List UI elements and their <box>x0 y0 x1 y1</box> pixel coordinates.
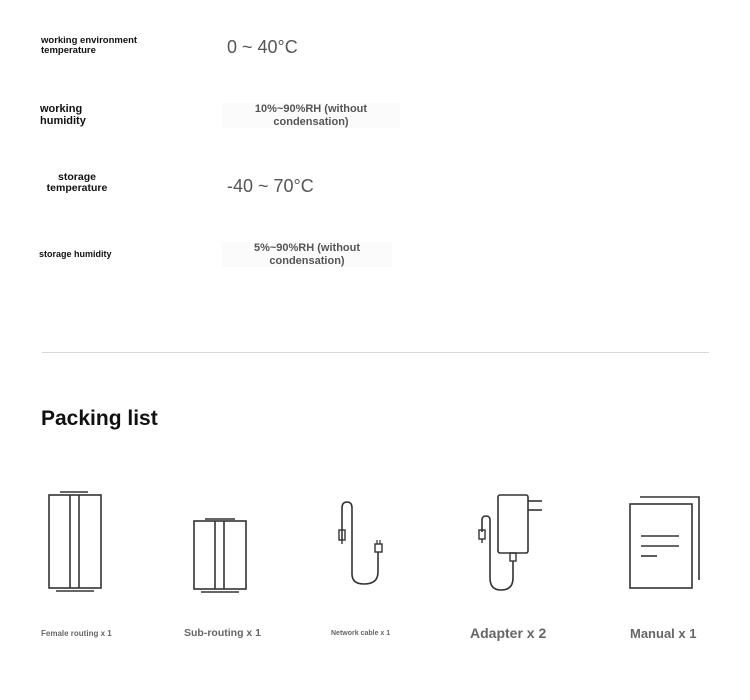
spec-label: working environment temperature <box>41 35 138 56</box>
router-icon <box>46 490 106 594</box>
packing-list-title: Packing list <box>41 407 158 430</box>
section-divider <box>42 352 709 353</box>
packing-item-caption: Sub-routing x 1 <box>184 627 261 639</box>
packing-item-caption: Female routing x 1 <box>41 629 112 638</box>
packing-item-caption: Adapter x 2 <box>470 625 547 641</box>
spec-value: 0 ~ 40°C <box>227 37 298 57</box>
packing-item-caption: Network cable x 1 <box>331 630 391 637</box>
power-adapter-icon <box>470 492 546 592</box>
sub-router-icon <box>191 516 251 596</box>
spec-value: 5%~90%RH (without condensation) <box>222 242 392 267</box>
spec-label: working humidity <box>40 103 86 127</box>
spec-label: storage humidity <box>39 249 112 259</box>
manual-icon <box>627 494 703 592</box>
spec-value: 10%~90%RH (without condensation) <box>222 103 400 128</box>
packing-item-caption: Manual x 1 <box>630 626 697 641</box>
spec-label: storage temperature <box>46 171 108 195</box>
network-cable-icon <box>336 500 388 588</box>
spec-value: -40 ~ 70°C <box>227 176 314 196</box>
